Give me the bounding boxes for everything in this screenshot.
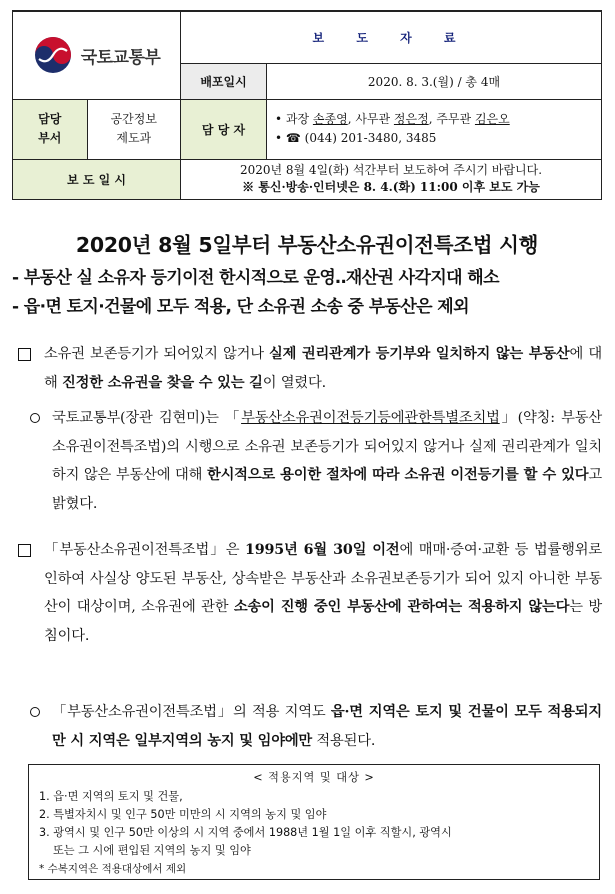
p1-text-e: 이 열렸다.	[262, 374, 326, 391]
p1-text-b: 실제 권리관계가 등기부와 일치하지 않는 부동산	[269, 346, 570, 362]
org-logo-cell	[13, 11, 181, 99]
p2-text-c: 」(약칭: 부동산소유권이전특조법)의 시행으로 소유권 보존등기가 되어있지 않거나 실제 권리관계가 일치하지 않은 부동산에 대해	[52, 410, 602, 483]
applicable-area-box	[28, 764, 600, 880]
p1-text-d: 진정한 소유권을 찾을 수 있는 길	[61, 374, 263, 391]
p2-text-d: 한시적으로 용이한 절차에 따라 소유권 이전등기를 할 수 있다	[206, 467, 589, 483]
dept-label	[13, 100, 87, 159]
doc-title: 보 도 자 료	[181, 11, 602, 63]
embargo-label: 보 도 일 시	[13, 159, 181, 199]
square-bullet-icon	[18, 544, 31, 557]
p3-text-b: 1995년 6월 30일 이전	[245, 542, 400, 558]
p1-text-a: 소유권 보존등기가 되어있지 않거나	[44, 346, 270, 362]
headline-sub-2: - 읍·면 토지·건물에 모두 적용, 단 소유권 소송 중 부동산은 제외	[12, 297, 469, 317]
embargo-line-2: ※ 통신·방송·인터넷은 8. 4.(화) 11:00 이후 보도 가능	[242, 180, 540, 195]
contact-phone: • ☎ (044) 201-3480, 3485	[275, 131, 437, 146]
box-note: * 수복지역은 적용대상에서 제외	[39, 863, 187, 875]
p1-text-c: 에 대해	[44, 346, 602, 391]
p4-text-b: 읍·면 지역은 토지 및 건물이 모두 적용되지만 시 지역은 일부지역의 농지 및 임야에만	[52, 704, 602, 749]
p3-text-d: 소송이 진행 중인 부동산에 관하여는 적용하지 않는다	[233, 599, 570, 615]
dept-block	[13, 99, 181, 159]
p4-text-c: 적용된다.	[312, 732, 376, 749]
box-title: < 적용지역 및 대상 >	[253, 771, 375, 784]
p3-text-c: 에 매매·증여·교환 등 법률행위로 인하여 사실상 양도된 부동산, 상속받은 부동산과 소유권보존등기가 되어 있지 아니한 부동산이 대상이며, 소유권에 관한	[44, 542, 602, 615]
paragraph-2	[52, 404, 602, 518]
taegeuk-emblem-icon	[33, 35, 73, 75]
box-item-3a: 3. 광역시 및 인구 50만 이상의 시 지역 중에서 1988년 1월 1일 이후 직할시, 광역시	[39, 826, 452, 839]
release-label: 배포일시	[181, 63, 267, 99]
p3-text-a: 「부동산소유권이전특조법」은	[44, 542, 245, 558]
p3-text-e: 는 방침이다.	[44, 599, 602, 644]
paragraph-1	[44, 340, 602, 397]
contact-label: 담 당 자	[181, 99, 267, 159]
headline-main: 2020년 8월 5일부터 부동산소유권이전특조법 시행	[75, 233, 539, 257]
dept-label-line2: 부서	[38, 131, 62, 146]
contact-prefix: • 과장	[275, 112, 313, 127]
headline-sub-1: - 부동산 실 소유자 등기이전 한시적으로 운영‥재산권 사각지대 해소	[12, 268, 499, 288]
press-release-header	[12, 10, 602, 200]
paragraph-4	[52, 698, 602, 755]
circle-bullet-icon	[30, 413, 40, 423]
contact-value	[267, 99, 602, 159]
embargo-line-1: 2020년 8월 4일(화) 석간부터 보도하여 주시기 바랍니다.	[239, 163, 543, 178]
contact-name-3: 김은오	[474, 112, 510, 127]
headline-block	[12, 228, 602, 317]
dept-value-line1: 공간정보	[110, 112, 157, 127]
p4-text-a: 「부동산소유권이전특조법」의 적용 지역도	[52, 704, 331, 720]
box-item-2: 2. 특별자치시 및 인구 50만 미만의 시 지역의 농지 및 임야	[39, 808, 327, 821]
header-table	[12, 10, 602, 200]
p2-text-b: 부동산소유권이전등기등에관한특별조치법	[241, 410, 500, 426]
dept-value-line2: 제도과	[116, 131, 152, 146]
contact-name-1: 손종영	[312, 112, 348, 127]
dept-value	[87, 100, 180, 159]
circle-bullet-icon	[30, 707, 40, 717]
square-bullet-icon	[18, 348, 31, 361]
contact-mid-1: , 사무관	[347, 112, 394, 127]
org-name: 국토교통부	[80, 47, 161, 68]
release-value: 2020. 8. 3.(월) / 총 4매	[267, 63, 602, 99]
box-item-3b: 또는 그 시에 편입된 지역의 농지 및 임야	[53, 844, 251, 857]
org-logo	[17, 35, 176, 75]
box-item-1: 1. 읍·면 지역의 토지 및 건물,	[39, 790, 183, 803]
contact-name-2: 정은정	[393, 112, 429, 127]
contact-mid-2: , 주무관	[428, 112, 475, 127]
contact-names	[275, 110, 597, 129]
paragraph-3	[44, 536, 602, 650]
dept-label-line1: 담당	[38, 112, 62, 127]
p2-text-e: 고 밝혔다.	[52, 467, 602, 512]
embargo-notice	[181, 159, 602, 199]
p2-text-a: 국토교통부(장관 김현미)는 「	[52, 410, 242, 426]
